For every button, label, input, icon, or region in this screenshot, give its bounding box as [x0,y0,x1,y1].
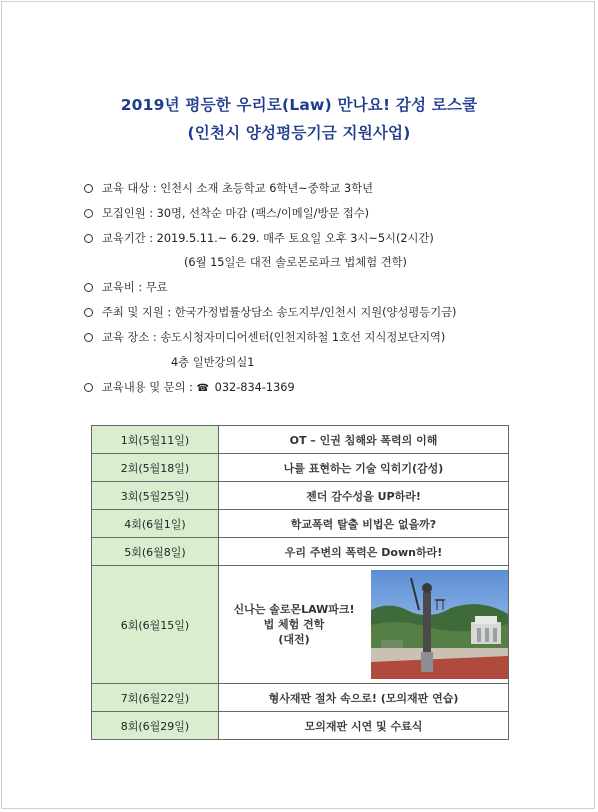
page-subtitle: (인천시 양성평등기금 지원사업) [187,124,411,142]
circle-bullet-icon [84,308,93,317]
circle-bullet-icon [84,283,93,292]
session-topic: 나를 표현하는 기술 익히기(감성) [219,454,509,482]
session-topic: 우리 주변의 폭력은 Down하라! [219,538,509,566]
circle-bullet-icon [84,209,93,218]
info-fee-text: 교육비 : 무료 [102,281,168,294]
trip-line: 신나는 솔로몬LAW파크! [233,603,355,616]
session-date: 2회(5월18일) [92,454,219,482]
session-date: 4회(6월1일) [92,510,219,538]
table-row [92,712,509,740]
info-host-text: 주최 및 지원 : 한국가정법률상담소 송도지부/인천시 지원(양성평등기금) [102,306,457,319]
session-date: 8회(6월29일) [92,712,219,740]
table-row [92,538,509,566]
table-row [92,482,509,510]
info-contact-label: 교육내용 및 문의 : [102,381,193,394]
trip-text [219,566,369,683]
info-recruit [84,205,369,221]
table-row [92,684,509,712]
session-topic: 학교폭력 탈출 비법은 없을까? [219,510,509,538]
session-date: 5회(6월8일) [92,538,219,566]
session-topic: 젠더 감수성을 UP하라! [219,482,509,510]
table-row [92,454,509,482]
info-period-note: (6월 15일은 대전 솔로몬로파크 법체험 견학) [184,256,407,269]
session-topic-trip [219,566,509,684]
circle-bullet-icon [84,333,93,342]
page-title: 2019년 평등한 우리로(Law) 만나요! 감성 로스쿨 [120,96,478,114]
table-row [92,566,509,684]
table-row [92,426,509,454]
solomon-law-park-photo [371,570,508,679]
session-date: 6회(6월15일) [92,566,219,684]
table-row [92,510,509,538]
session-topic: 모의재판 시연 및 수료식 [219,712,509,740]
info-target [84,180,373,196]
info-host [84,304,456,320]
trip-line: 법 체험 견학 [263,618,325,631]
info-period [84,230,434,246]
info-period-text: 교육기간 : 2019.5.11.~ 6.29. 매주 토요일 오후 3시~5시(2시간) [102,232,434,245]
info-fee [84,279,168,295]
session-topic: OT – 인권 침해와 폭력의 이해 [219,426,509,454]
schedule-table [91,425,509,740]
session-date: 7회(6월22일) [92,684,219,712]
info-target-text: 교육 대상 : 인천시 소재 초등학교 6학년~중학교 3학년 [102,182,374,195]
phone-icon: ☎ [196,383,210,394]
info-location [84,329,445,345]
info-recruit-text: 모집인원 : 30명, 선착순 마감 (팩스/이메일/방문 접수) [102,207,370,220]
session-topic: 형사재판 절차 속으로! (모의재판 연습) [219,684,509,712]
circle-bullet-icon [84,383,93,392]
session-date: 1회(5월11일) [92,426,219,454]
info-contact [84,379,295,395]
info-location-room: 4층 일반강의실1 [171,356,255,369]
info-contact-phone: 032-834-1369 [214,381,295,394]
trip-line: (대전) [278,633,310,646]
circle-bullet-icon [84,234,93,243]
info-location-text: 교육 장소 : 송도시청자미디어센터(인천지하철 1호선 지식정보단지역) [102,331,446,344]
circle-bullet-icon [84,184,93,193]
session-date: 3회(5월25일) [92,482,219,510]
